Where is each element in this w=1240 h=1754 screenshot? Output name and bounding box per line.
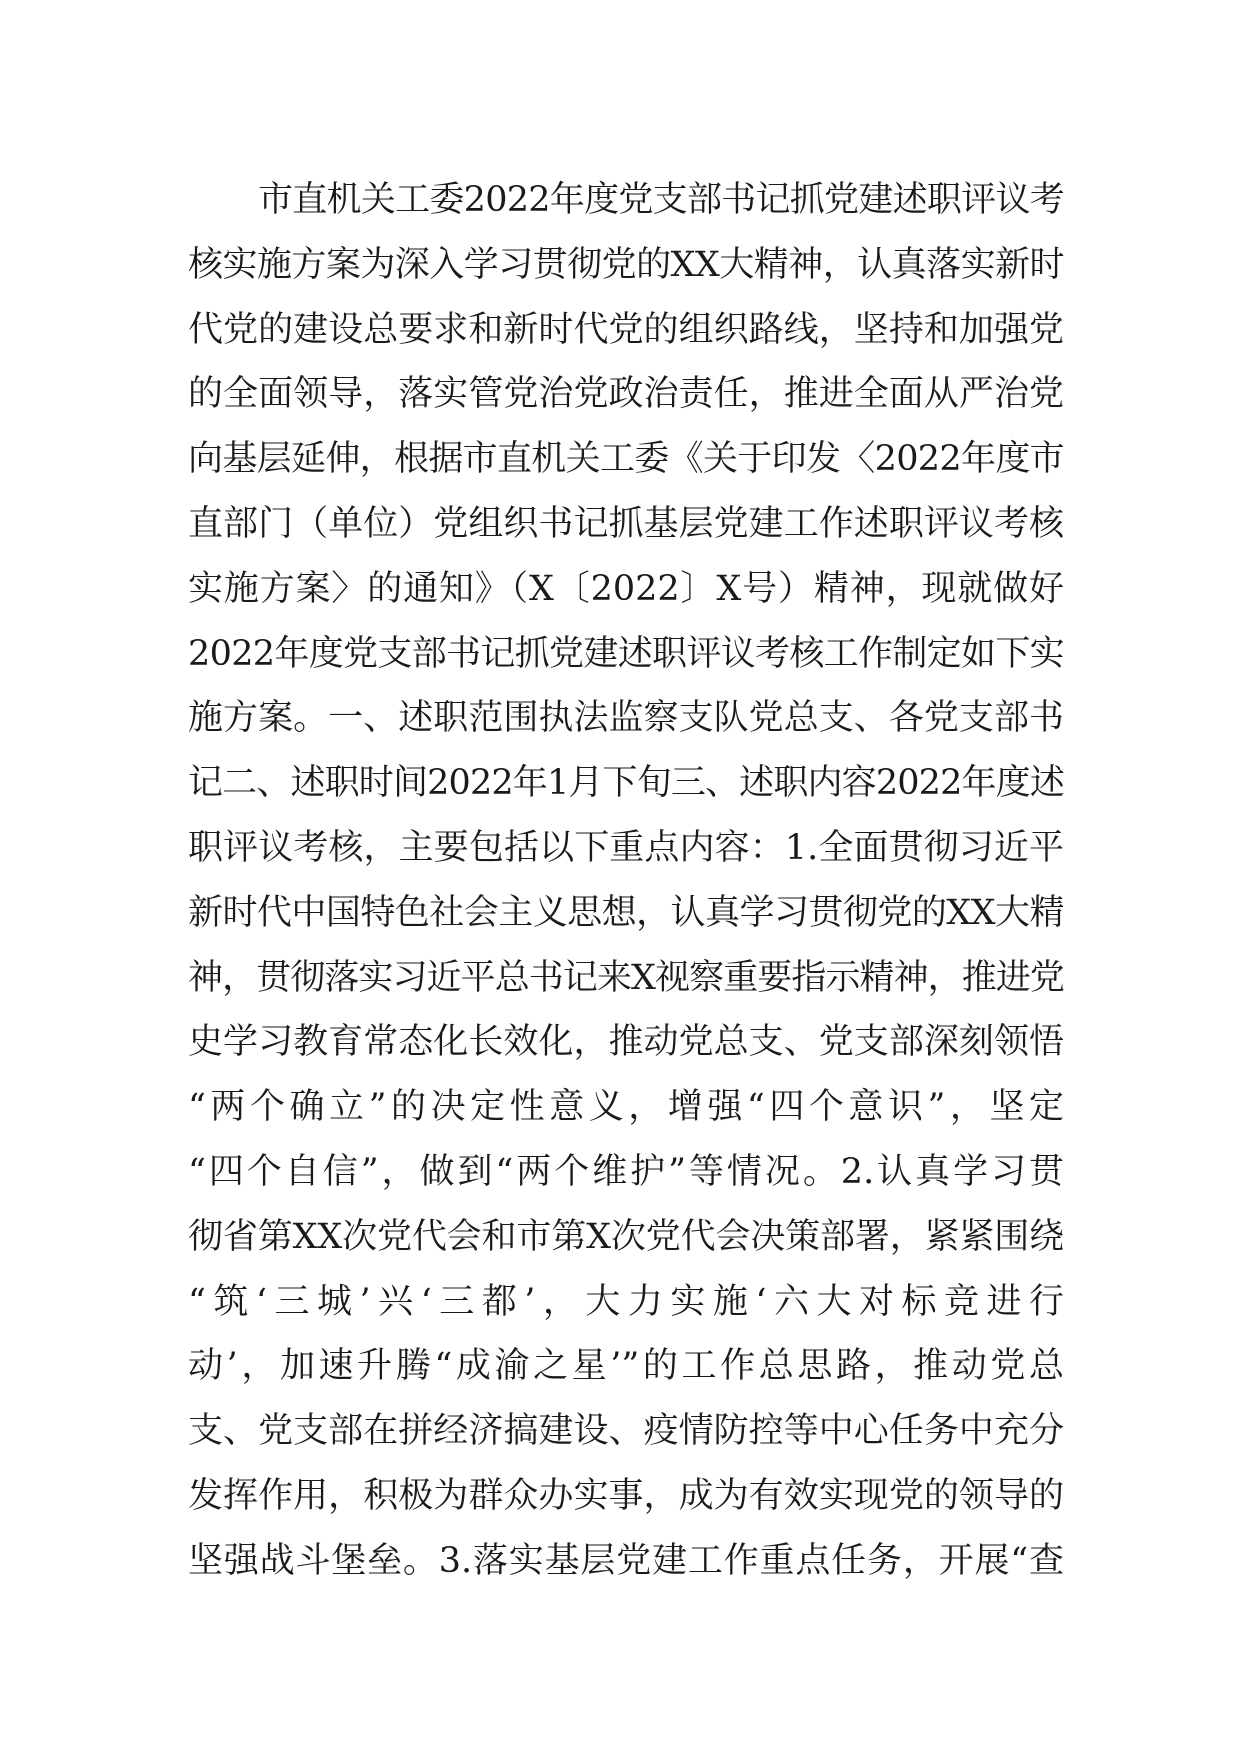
text-line: 市直机关工委2022年度党支部书记抓党建述职评议考 bbox=[258, 180, 1064, 220]
text-line: 2022年度党支部书记抓党建述职评议考核工作制定如下实 bbox=[188, 633, 1064, 674]
text-line: 彻省第XX次党代会和市第X次党代会决策部署，紧紧围绕 bbox=[188, 1216, 1064, 1257]
text-line: 施方案。一、述职范围执法监察支队党总支、各党支部书 bbox=[188, 698, 1064, 739]
text-line: 神，贯彻落实习近平总书记来X视察重要指示精神，推进党 bbox=[188, 957, 1064, 998]
text-line: 代党的建设总要求和新时代党的组织路线，坚持和加强党 bbox=[188, 309, 1064, 350]
text-line: “四个自信”，做到“两个维护”等情况。2.认真学习贯 bbox=[188, 1151, 1064, 1192]
text-line: 的全面领导，落实管党治党政治责任，推进全面从严治党 bbox=[188, 374, 1064, 415]
text-line: 动’，加速升腾“成渝之星’”的工作总思路，推动党总 bbox=[188, 1346, 1064, 1387]
text-line: 核实施方案为深入学习贯彻党的XX大精神，认真落实新时 bbox=[188, 244, 1064, 285]
text-line: 职评议考核，主要包括以下重点内容：1.全面贯彻习近平 bbox=[188, 827, 1064, 868]
text-line: “筑‘三城’兴‘三都’，大力实施‘六大对标竞进行 bbox=[188, 1281, 1064, 1322]
text-line: 坚强战斗堡垒。3.落实基层党建工作重点任务，开展“查 bbox=[188, 1540, 1064, 1581]
text-line: 记二、述职时间2022年1月下旬三、述职内容2022年度述 bbox=[188, 763, 1064, 804]
text-line: 史学习教育常态化长效化，推动党总支、党支部深刻领悟 bbox=[188, 1022, 1064, 1063]
text-line: 实施方案〉的通知》（X〔2022〕X号）精神，现就做好 bbox=[188, 568, 1064, 609]
text-line: 支、党支部在拼经济搞建设、疫情防控等中心任务中充分 bbox=[188, 1411, 1064, 1452]
text-line: 发挥作用，积极为群众办实事，成为有效实现党的领导的 bbox=[188, 1475, 1064, 1516]
text-line: 直部门（单位）党组织书记抓基层党建工作述职评议考核 bbox=[188, 503, 1064, 544]
text-line: 向基层延伸，根据市直机关工委《关于印发〈2022年度市 bbox=[188, 439, 1064, 480]
text-line: 新时代中国特色社会主义思想，认真学习贯彻党的XX大精 bbox=[188, 892, 1064, 933]
body-paragraph bbox=[188, 168, 1064, 1594]
text-line: “两个确立”的决定性意义，增强“四个意识”，坚定 bbox=[188, 1087, 1064, 1128]
